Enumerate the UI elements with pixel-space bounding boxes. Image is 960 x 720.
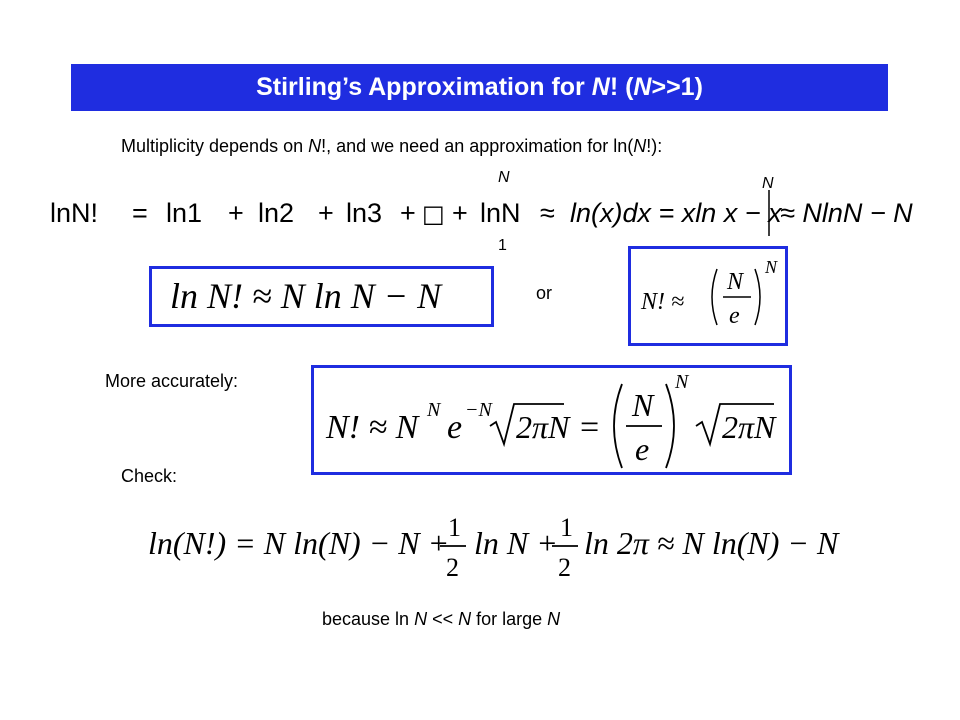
title-banner <box>71 64 888 111</box>
sum-plus-1: + <box>228 198 244 228</box>
sum-missing-glyph: □ <box>422 200 445 228</box>
formula-box-ln-fact <box>149 266 494 327</box>
box3-paren-left <box>614 384 622 468</box>
check-label: Check: <box>121 466 178 486</box>
eval-upper: N <box>762 175 774 192</box>
box3-root1: 2πN <box>516 409 570 445</box>
sum-plus-2: + <box>318 198 334 228</box>
check-tail: ln 2π ≈ N ln(N) − N <box>584 525 839 561</box>
sum-approx: ≈ <box>540 198 555 228</box>
more-accurately-label: More accurately: <box>105 371 239 391</box>
box3-exp1: N <box>427 399 441 421</box>
box2-lhs: N! ≈ <box>641 289 685 315</box>
title-n: N <box>591 73 610 101</box>
sum-term-3: ln3 <box>346 198 383 228</box>
sum-result: ≈ NlnN − N <box>780 198 913 228</box>
formula-box-accurate <box>311 365 792 475</box>
check-half2-den: 2 <box>558 553 571 582</box>
box3-exp2: −N <box>465 399 492 421</box>
box3-e: e <box>447 409 463 446</box>
box2-exp: N <box>765 257 778 277</box>
box3-frac-num: N <box>632 387 654 423</box>
sum-formula <box>40 168 930 258</box>
check-lhs: ln(N!) = N ln(N) − N + <box>148 525 450 561</box>
intro-text: Multiplicity depends on N!, and we need an approximation for ln(N!): <box>121 136 663 156</box>
box3-frac-den: e <box>635 431 650 467</box>
box1-formula: ln N! ≈ N ln N − N <box>170 276 442 316</box>
check-half2-num: 1 <box>560 513 573 542</box>
box3-exp3: N <box>675 371 689 393</box>
box3-root2: 2πN <box>722 409 776 445</box>
box3-lhs: N! ≈ N <box>326 409 419 446</box>
title-n2: N <box>633 73 652 101</box>
box2-svg <box>631 249 785 343</box>
check-formula <box>140 500 840 590</box>
box2-paren-right <box>755 269 760 325</box>
sum-term-1: ln1 <box>166 198 203 228</box>
box2-frac-den: e <box>729 303 740 329</box>
title-prefix: Stirling’s Approximation for <box>256 73 592 101</box>
sum-lnN-fact: lnN! <box>50 198 99 228</box>
footer-text: because ln N << N for large N <box>322 609 561 629</box>
sum-plus-3: + <box>452 198 468 228</box>
box3-svg <box>314 368 789 472</box>
or-label: or <box>536 283 553 303</box>
box3-eq: = <box>580 409 600 446</box>
integral-lower: 1 <box>498 237 507 254</box>
box2-frac-num: N <box>727 269 744 295</box>
box3-paren-right <box>666 384 674 468</box>
formula-box-stirling <box>628 246 788 346</box>
sum-dots-plus: + <box>400 198 416 228</box>
sum-eq: = <box>132 198 148 228</box>
check-half1-den: 2 <box>446 553 459 582</box>
title-suffix: >>1) <box>651 73 703 101</box>
integral-body: ln(x)dx = xln x − x <box>570 198 782 228</box>
sum-term-N: lnN <box>480 198 521 228</box>
check-mid: ln N + <box>474 525 558 561</box>
box2-paren-left <box>712 269 717 325</box>
check-half1-num: 1 <box>448 513 461 542</box>
sum-term-2: ln2 <box>258 198 295 228</box>
integral-upper: N <box>498 169 510 186</box>
title-bang: ! ( <box>609 73 634 101</box>
